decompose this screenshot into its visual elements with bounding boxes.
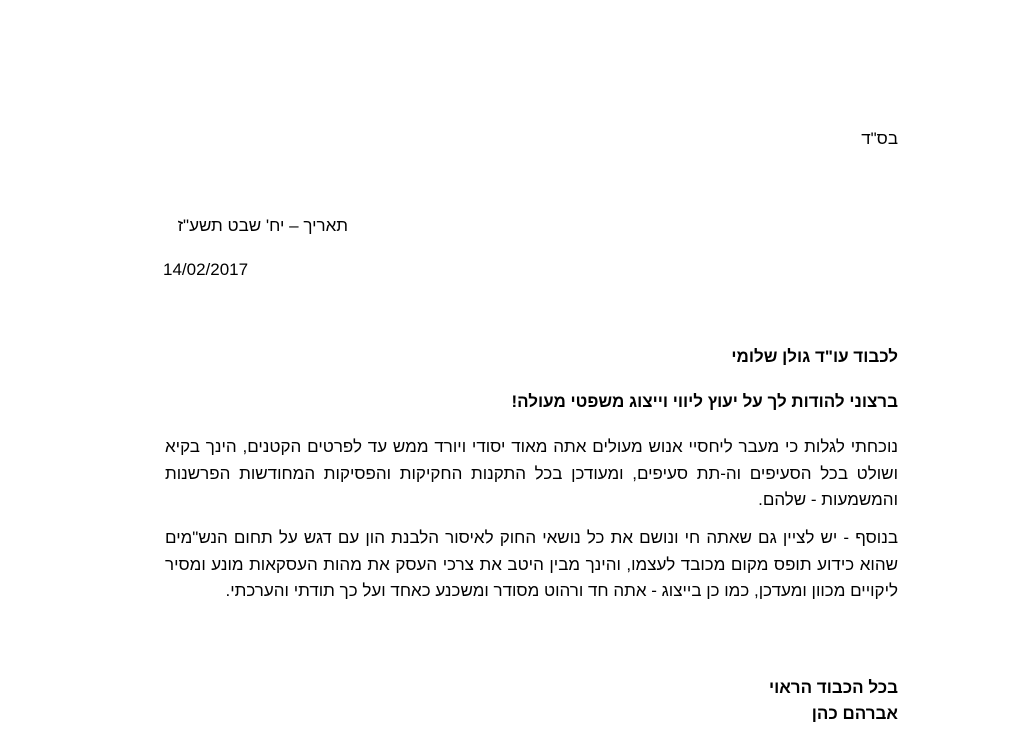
closing-line: בכל הכבוד הראוי: [768, 678, 898, 697]
signer-name: אברהם כהן: [811, 704, 898, 723]
bs-header: בס"ד: [861, 129, 898, 148]
body-paragraph-2: בנוסף - יש לציין גם שאתה חי ונושם את כל נושאי החוק לאיסור הלבנת הון עם דגש על תחום הנש"מים שהוא כידוע תופס מקום מכובד לעצמו, והינך מבין היטב את צרכי העסק את מהות העסקאות מונע ומסיר ליקויים מכוון ומעדכן, כמו כן בייצוג - אתה חד ורהוט מסודר ומשכנע כאחד ועל כך תודתי והערכתי.: [165, 528, 898, 600]
hebrew-date: תאריך – יח' שבט תשע"ז: [177, 216, 348, 235]
addressee: לכבוד עו"ד גולן שלומי: [731, 347, 898, 366]
gregorian-date: 14/02/2017: [163, 260, 249, 279]
subject-line: ברצוני להודות לך על יעוץ ליווי וייצוג משפטי מעולה!: [511, 392, 898, 411]
body-paragraph-1: נוכחתי לגלות כי מעבר ליחסיי אנוש מעולים אתה מאוד יסודי ויורד ממש עד לפרטים הקטנים, הינך בקיא ושולט בכל הסעיפים וה-תת סעיפים, ומעודכן בכל התקנות החקיקות והפסיקות המחודשות הפרשנות והמשמעות - שלהם.: [165, 437, 898, 509]
